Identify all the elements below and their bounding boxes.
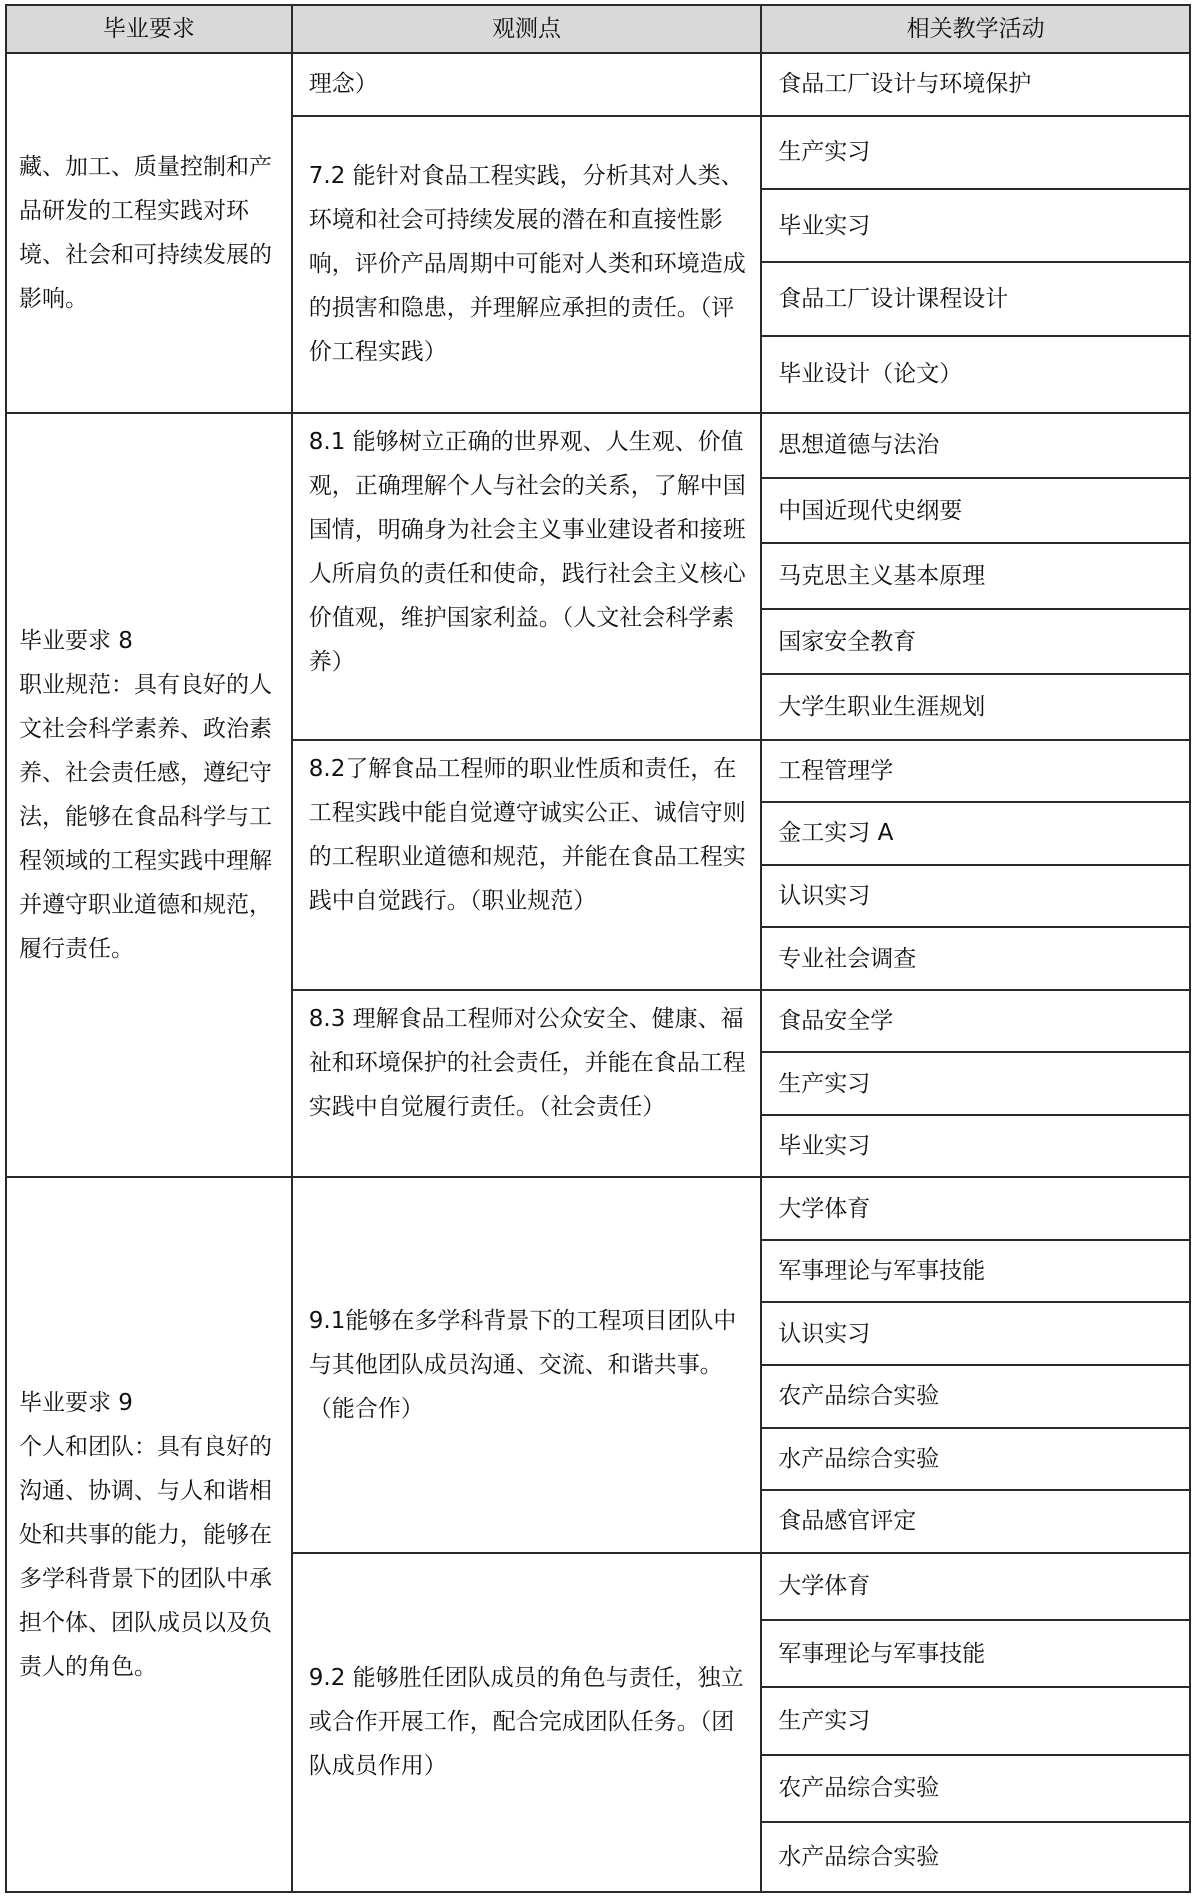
table-row (6, 53, 1190, 116)
table-header-row (6, 5, 1190, 53)
requirement-9-title: 毕业要求 9 (19, 1389, 133, 1416)
activity-cell: 生产实习 (761, 1687, 1190, 1754)
observation-8-1: 8.1 能够树立正确的世界观、人生观、价值观，正确理解个人与社会的关系，了解中国国情，明确身为社会主义事业建设者和接班人所肩负的责任和使命，践行社会主义核心价值观，维护国家利益。（人文社会科学素养） (292, 413, 762, 740)
activity-cell: 工程管理学 (761, 740, 1190, 803)
activity-cell: 食品感官评定 (761, 1490, 1190, 1553)
requirement-8-desc: 职业规范：具有良好的人文社会科学素养、政治素养、社会责任感，遵纪守法，能够在食品科学与工程领域的工程实践中理解并遵守职业道德和规范，履行责任。 (19, 671, 272, 962)
activity-cell: 食品工厂设计课程设计 (761, 262, 1190, 335)
activity-cell: 大学生职业生涯规划 (761, 674, 1190, 739)
activity-cell: 大学体育 (761, 1177, 1190, 1240)
activity-cell: 农产品综合实验 (761, 1755, 1190, 1822)
table-row (6, 1177, 1190, 1240)
activity-cell: 国家安全教育 (761, 609, 1190, 674)
header-teaching-activity: 相关教学活动 (761, 5, 1190, 53)
requirement-9-cell (6, 1177, 292, 1892)
activity-cell: 农产品综合实验 (761, 1365, 1190, 1428)
activity-cell: 毕业实习 (761, 1115, 1190, 1178)
observation-9-2: 9.2 能够胜任团队成员的角色与责任，独立或合作开展工作，配合完成团队任务。（团队成员作用） (292, 1553, 762, 1892)
observation-9-1: 9.1能够在多学科背景下的工程项目团队中与其他团队成员沟通、交流、和谐共事。（能合作） (292, 1177, 762, 1552)
observation-8-3: 8.3 理解食品工程师对公众安全、健康、福祉和环境保护的社会责任，并能在食品工程实践中自觉履行责任。（社会责任） (292, 990, 762, 1178)
activity-cell: 食品安全学 (761, 990, 1190, 1053)
observation-8-2: 8.2了解食品工程师的职业性质和责任，在工程实践中能自觉遵守诚实公正、诚信守则的工程职业道德和规范，并能在食品工程实践中自觉践行。（职业规范） (292, 740, 762, 990)
activity-cell: 专业社会调查 (761, 927, 1190, 990)
requirement-9-desc: 个人和团队：具有良好的沟通、协调、与人和谐相处和共事的能力，能够在多学科背景下的团队中承担个体、团队成员以及负责人的角色。 (19, 1433, 272, 1680)
requirement-7-desc: 藏、加工、质量控制和产品研发的工程实践对环境、社会和可持续发展的影响。 (19, 153, 272, 312)
activity-cell: 生产实习 (761, 1052, 1190, 1115)
activity-cell: 认识实习 (761, 865, 1190, 928)
activity-cell: 军事理论与军事技能 (761, 1240, 1190, 1303)
activity-cell: 水产品综合实验 (761, 1822, 1190, 1892)
activity-cell: 思想道德与法治 (761, 413, 1190, 478)
activity-cell: 生产实习 (761, 116, 1190, 189)
activity-cell: 毕业设计（论文） (761, 336, 1190, 413)
header-requirement: 毕业要求 (6, 5, 292, 53)
activity-cell: 大学体育 (761, 1553, 1190, 1620)
table-row (6, 413, 1190, 478)
observation-7-2: 7.2 能针对食品工程实践，分析其对人类、环境和社会可持续发展的潜在和直接性影响，评价产品周期中可能对人类和环境造成的损害和隐患，并理解应承担的责任。（评价工程实践） (292, 116, 762, 413)
requirement-8-cell (6, 413, 292, 1178)
activity-cell: 食品工厂设计与环境保护 (761, 53, 1190, 116)
requirements-table (5, 4, 1191, 1893)
header-observation-point: 观测点 (292, 5, 762, 53)
activity-cell: 金工实习 A (761, 802, 1190, 865)
activity-cell: 马克思主义基本原理 (761, 543, 1190, 608)
observation-7-1-tail: 理念） (292, 53, 762, 116)
activity-cell: 认识实习 (761, 1302, 1190, 1365)
activity-cell: 中国近现代史纲要 (761, 478, 1190, 543)
activity-cell: 毕业实习 (761, 189, 1190, 262)
activity-cell: 水产品综合实验 (761, 1428, 1190, 1491)
requirement-7-cell (6, 53, 292, 413)
activity-cell: 军事理论与军事技能 (761, 1620, 1190, 1687)
requirement-8-title: 毕业要求 8 (19, 627, 133, 654)
